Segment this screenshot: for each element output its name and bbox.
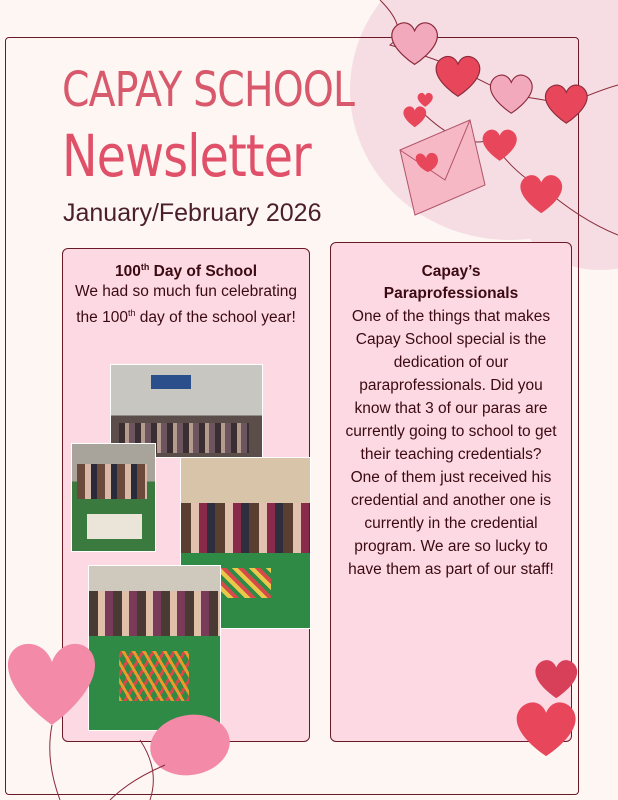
heading-line: Paraprofessionals	[383, 285, 519, 302]
heart-icon	[520, 175, 562, 213]
heart-string-decoration	[350, 0, 618, 240]
panel-body: One of the things that makes Capay School special is the dedication of our paraprofessionals. Did you know that 3 of our paras are currently going to school to get their teaching credentials? One of them just received his credential and another one is currently in the credential program. We are so lucky to have them as part of our staff!	[345, 308, 557, 578]
students	[181, 503, 310, 553]
page-title-line1: CAPAY SCHOOL	[62, 62, 355, 118]
students	[89, 591, 220, 636]
heart-icon	[535, 660, 577, 698]
heart-icon	[517, 702, 576, 756]
panel-body	[63, 281, 309, 328]
panel-heading	[331, 261, 571, 305]
balloons-decoration	[0, 640, 260, 800]
newsletter-date: January/February 2026	[63, 199, 322, 227]
classroom-photo-1	[71, 443, 156, 552]
envelope-icon	[400, 120, 485, 215]
heading-ordinal: th	[140, 262, 150, 272]
panel-heading	[63, 262, 309, 281]
heart-icon	[483, 130, 517, 161]
heart-icon	[545, 85, 587, 123]
body-ordinal: th	[127, 307, 136, 318]
body-text: We had so much fun celebrating the 100	[75, 283, 298, 326]
page-title-line2: Newsletter	[62, 122, 311, 190]
students	[77, 464, 147, 499]
heart-icon	[490, 75, 532, 113]
body-text: day of the school year!	[135, 308, 296, 326]
heading-line: Capay’s	[421, 263, 481, 280]
hearts-bottom-decoration	[505, 645, 618, 760]
heart-icon	[418, 93, 433, 107]
balloon-icon	[110, 709, 235, 800]
heart-icon	[403, 106, 426, 127]
heading-number: 100	[114, 263, 141, 281]
heading-text: Day of School	[149, 263, 258, 281]
heart-icon	[436, 56, 480, 96]
school-sign	[151, 375, 191, 389]
papers	[87, 514, 142, 539]
balloon-icon	[8, 644, 95, 800]
